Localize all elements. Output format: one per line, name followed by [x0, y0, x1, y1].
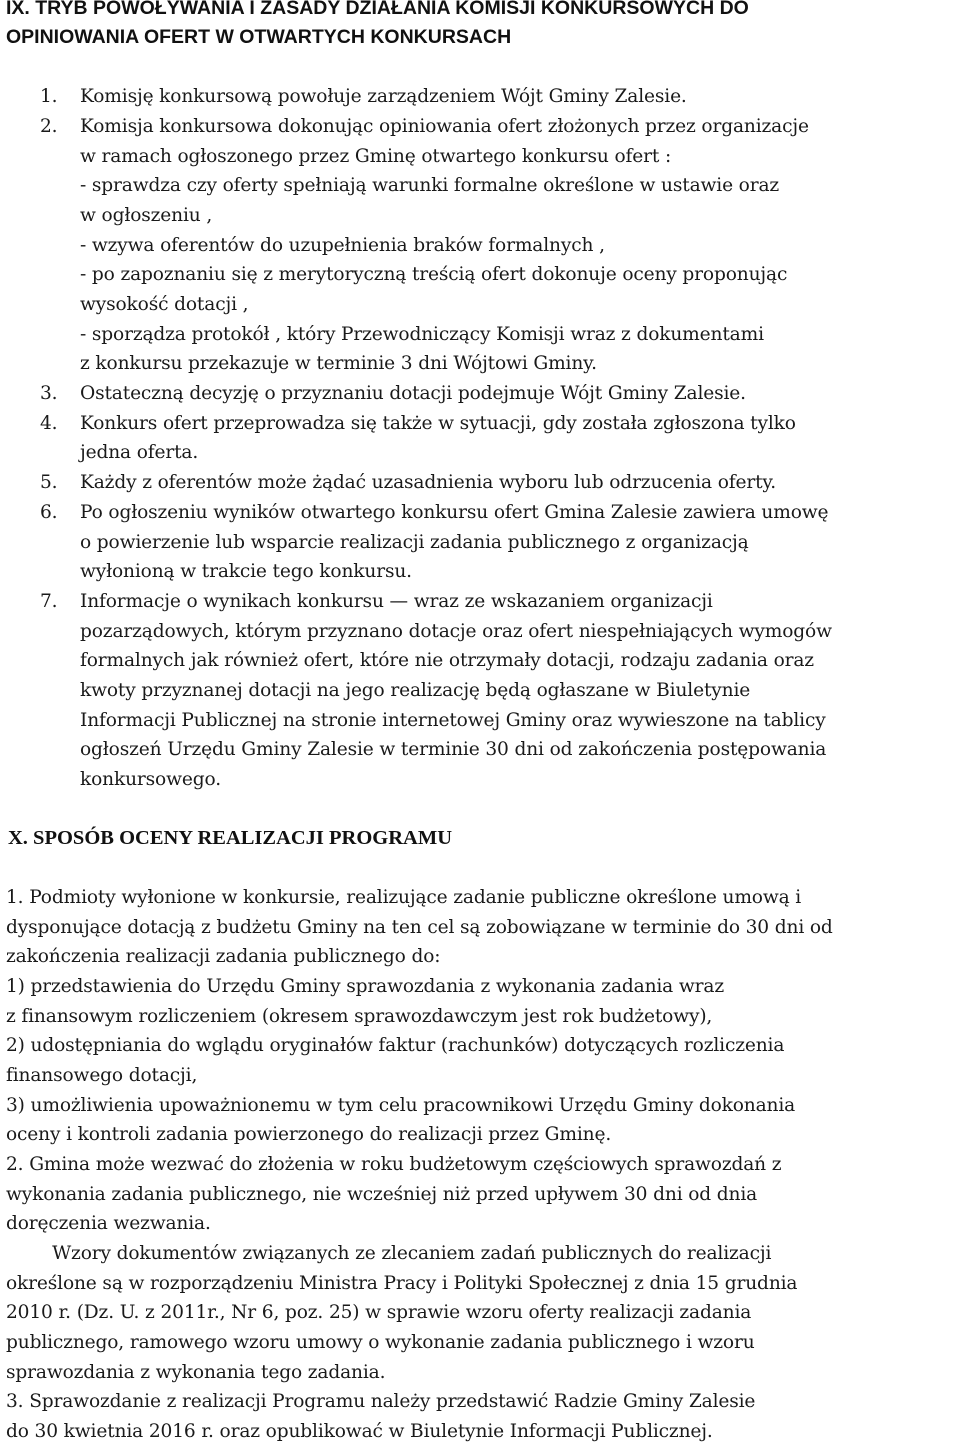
section-10-line: zakończenia realizacji zadania publicznego do: — [6, 946, 441, 967]
section-10-line: 2) udostępniania do wglądu oryginałów faktur (rachunków) dotyczących rozliczenia — [6, 1035, 785, 1056]
item-2-line: w ogłoszeniu , — [80, 205, 213, 226]
item-6-line: Po ogłoszeniu wyników otwartego konkursu ofert Gmina Zalesie zawiera umowę — [80, 502, 829, 523]
section-10-line: do 30 kwietnia 2016 r. oraz opublikować w Biuletynie Informacji Publicznej. — [6, 1421, 713, 1442]
item-number: 2. — [40, 116, 58, 137]
item-2-line: - po zapoznaniu się z merytoryczną treścią ofert dokonuje oceny proponując — [80, 264, 788, 285]
item-7-line: pozarządowych, którym przyznano dotacje oraz ofert niespełniających wymogów — [80, 621, 832, 642]
section-10-line: wykonania zadania publicznego, nie wcześniej niż przed upływem 30 dni od dnia — [6, 1184, 758, 1205]
section-10-line: sprawozdania z wykonania tego zadania. — [6, 1362, 386, 1383]
item-6-line: o powierzenie lub wsparcie realizacji zadania publicznego z organizacją — [80, 532, 749, 553]
section-10-line: 2. Gmina może wezwać do złożenia w roku budżetowym częściowych sprawozdań z — [6, 1154, 782, 1175]
section-10-line: 2010 r. (Dz. U. z 2011r., Nr 6, poz. 25) w sprawie wzoru oferty realizacji zadania — [6, 1302, 752, 1323]
item-2-line: - sporządza protokół , który Przewodniczący Komisji wraz z dokumentami — [80, 324, 764, 345]
item-number: 6. — [40, 502, 58, 523]
section-10-line: Wzory dokumentów związanych ze zlecaniem zadań publicznych do realizacji — [6, 1243, 772, 1264]
item-number: 7. — [40, 591, 58, 612]
item-number: 3. — [40, 383, 58, 404]
section-10-line: finansowego dotacji, — [6, 1065, 198, 1086]
item-number: 5. — [40, 472, 58, 493]
section-10-line: 3) umożliwienia upoważnionemu w tym celu pracownikowi Urzędu Gminy dokonania — [6, 1095, 796, 1116]
item-6-line: wyłonioną w trakcie tego konkursu. — [80, 561, 412, 582]
item-2-line: Komisja konkursowa dokonując opiniowania ofert złożonych przez organizacje — [80, 116, 809, 137]
item-3-line: Ostateczną decyzję o przyznaniu dotacji podejmuje Wójt Gminy Zalesie. — [80, 383, 746, 404]
item-2-line: wysokość dotacji , — [80, 294, 249, 315]
item-7-line: Informacji Publicznej na stronie internetowej Gminy oraz wywieszone na tablicy — [80, 710, 826, 731]
section-10-line: 1. Podmioty wyłonione w konkursie, realizujące zadanie publiczne określone umową i — [6, 887, 802, 908]
section-10-line: 1) przedstawienia do Urzędu Gminy sprawozdania z wykonania zadania wraz — [6, 976, 724, 997]
item-1-line: Komisję konkursową powołuje zarządzeniem Wójt Gminy Zalesie. — [80, 86, 687, 107]
item-2-line: - wzywa oferentów do uzupełnienia braków formalnych , — [80, 235, 605, 256]
section-10-line: oceny i kontroli zadania powierzonego do realizacji przez Gminę. — [6, 1124, 612, 1145]
section-10-line: określone są w rozporządzeniu Ministra Pracy i Polityki Społecznej z dnia 15 grudnia — [6, 1273, 798, 1294]
item-4-line: Konkurs ofert przeprowadza się także w sytuacji, gdy została zgłoszona tylko — [80, 413, 796, 434]
item-5-line: Każdy z oferentów może żądać uzasadnienia wyboru lub odrzucenia oferty. — [80, 472, 777, 493]
item-7-line: formalnych jak również ofert, które nie otrzymały dotacji, rodzaju zadania oraz — [80, 650, 814, 671]
section-10-line: doręczenia wezwania. — [6, 1213, 211, 1234]
item-7-line: ogłoszeń Urzędu Gminy Zalesie w terminie 30 dni od zakończenia postępowania — [80, 739, 827, 760]
item-number: 4. — [40, 413, 58, 434]
section-10-line: 3. Sprawozdanie z realizacji Programu należy przedstawić Radzie Gminy Zalesie — [6, 1391, 756, 1412]
item-7-line: Informacje o wynikach konkursu — wraz ze wskazaniem organizacji — [80, 591, 713, 612]
section-10-line: dysponujące dotacją z budżetu Gminy na ten cel są zobowiązane w terminie do 30 dni od — [6, 917, 833, 938]
item-number: 1. — [40, 86, 58, 107]
item-7-line: konkursowego. — [80, 769, 221, 790]
section-10-line: publicznego, ramowego wzoru umowy o wykonanie zadania publicznego i wzoru — [6, 1332, 755, 1353]
item-2-line: - sprawdza czy oferty spełniają warunki formalne określone w ustawie oraz — [80, 175, 780, 196]
section-10-line: z finansowym rozliczeniem (okresem sprawozdawczym jest rok budżetowy), — [6, 1006, 713, 1027]
section-10-title: X. SPOSÓB OCENY REALIZACJI PROGRAMU — [8, 827, 453, 849]
item-2-line: z konkursu przekazuje w terminie 3 dni Wójtowi Gminy. — [80, 353, 597, 374]
item-4-line: jedna oferta. — [80, 442, 199, 463]
item-2-line: w ramach ogłoszonego przez Gminę otwartego konkursu ofert : — [80, 146, 672, 167]
section-9-title-line-2: OPINIOWANIA OFERT W OTWARTYCH KONKURSACH — [6, 26, 512, 48]
section-9-title-line-1: IX. TRYB POWOŁYWANIA I ZASADY DZIAŁANIA KOMISJI KONKURSOWYCH DO — [6, 0, 749, 19]
item-7-line: kwoty przyznanej dotacji na jego realizację będą ogłaszane w Biuletynie — [80, 680, 751, 701]
